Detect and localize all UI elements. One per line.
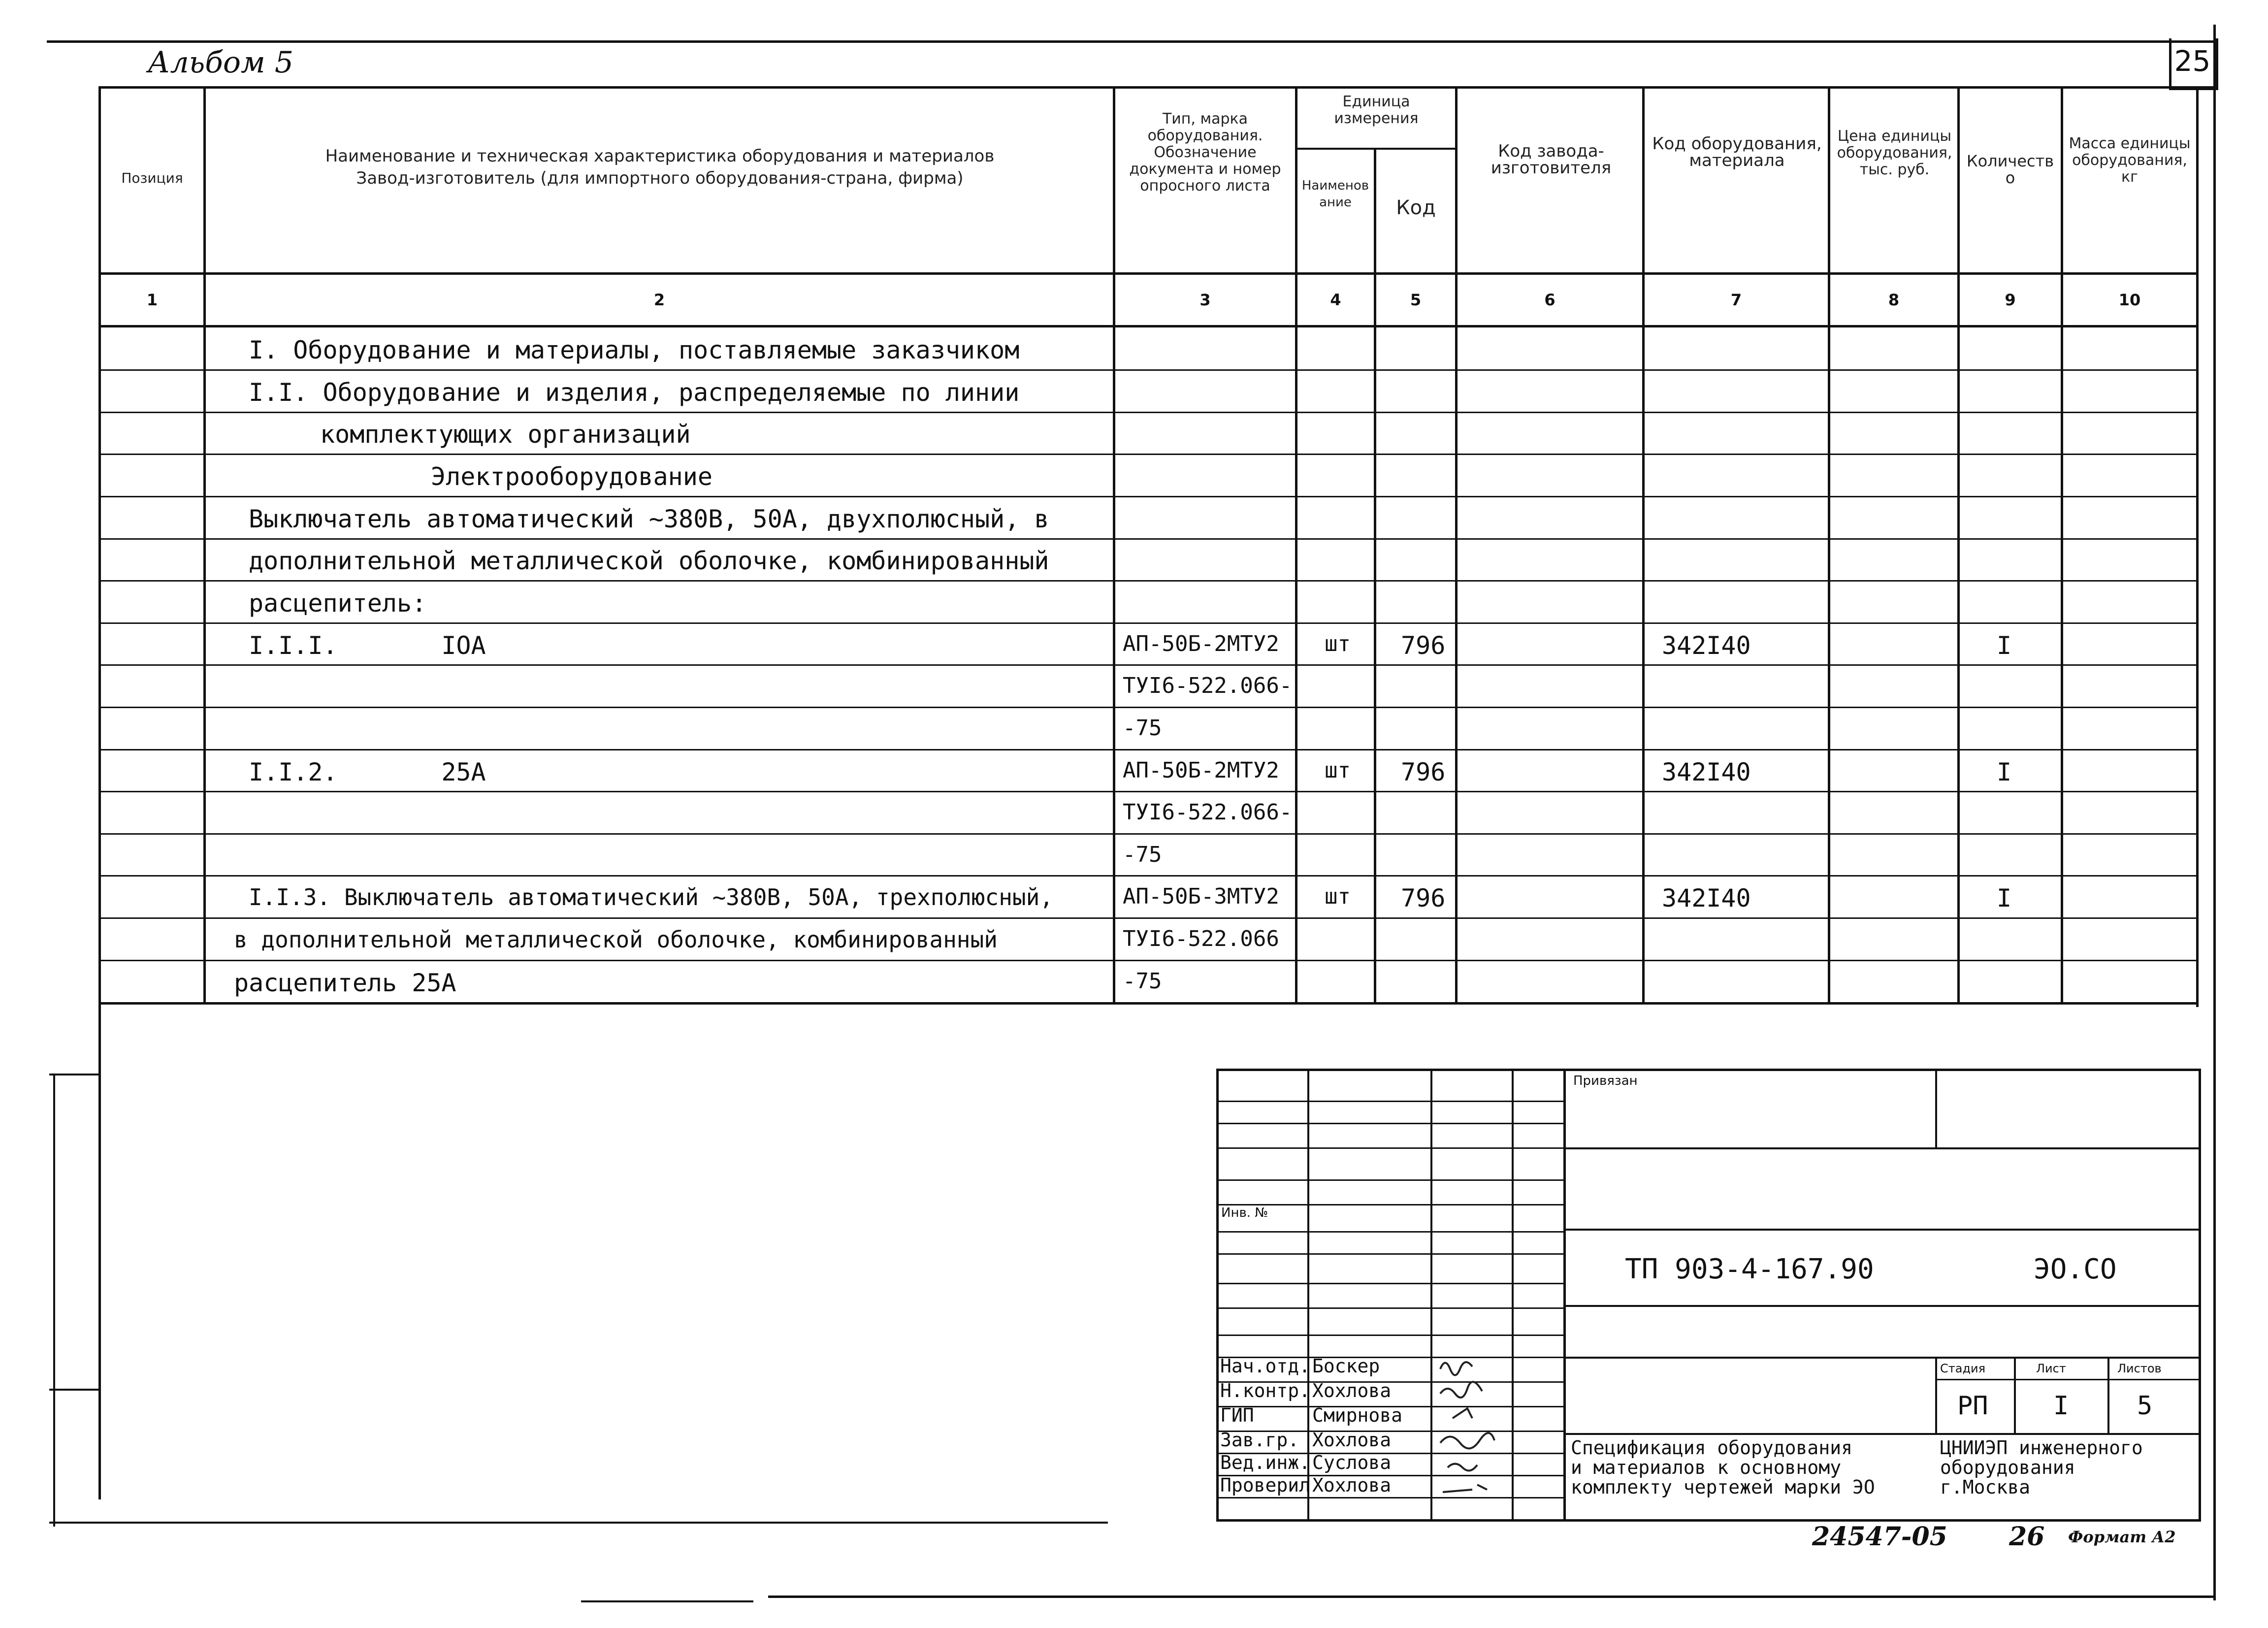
row-name: Электрооборудование: [431, 462, 713, 491]
col-line-2: [1113, 86, 1115, 1005]
hdr-qty: Количество: [1966, 152, 2054, 187]
hdr-name-line2: Завод-изготовитель (для импортного оборудования-страна, фирма): [356, 168, 964, 188]
row-type: ТУI6-522.066-: [1123, 673, 1293, 698]
row-name: Выключатель автоматический ~380В, 50А, двухполюсный, в: [249, 505, 1049, 533]
staff-role: ГИП: [1220, 1404, 1254, 1426]
col-line-7: [1828, 86, 1830, 1005]
row-qty: I: [1997, 631, 2012, 660]
bottom-stub: [581, 1600, 753, 1602]
row-type: -75: [1123, 969, 1162, 994]
staff-role: Проверил: [1220, 1474, 1311, 1496]
sheet-mark: ЭО.СО: [2034, 1253, 2117, 1285]
row-eq-code: 342I40: [1662, 631, 1751, 660]
org-line: г.Москва: [1940, 1476, 2031, 1498]
hdr-type: Тип, марка оборудования. Обозначение документа и номер опросного листа: [1129, 110, 1281, 195]
format-label: Формат А2: [2068, 1528, 2176, 1546]
sheet-value: I: [2053, 1391, 2069, 1421]
staff-name: Хохлова: [1312, 1474, 1392, 1496]
col-line-5: [1455, 86, 1458, 1005]
table-bottom: [98, 1002, 2199, 1005]
staff-role: Нач.отд.: [1220, 1355, 1311, 1377]
row-unit: шт: [1325, 758, 1351, 783]
row-type: АП-50Б-3МТУ2: [1123, 884, 1279, 909]
stage-value: РП: [1957, 1391, 1988, 1421]
row-name: I.I. Оборудование и изделия, распределяемые по линии: [249, 378, 1020, 407]
colnum-7: 7: [1730, 291, 1742, 309]
left-margin-line: [53, 1074, 55, 1527]
hdr-eq-code: Код оборудования, материала: [1652, 134, 1822, 170]
staff-role: Зав.гр.: [1220, 1429, 1299, 1451]
staff-role: Н.контр.: [1220, 1380, 1311, 1401]
staff-name: Смирнова: [1312, 1404, 1403, 1426]
inv-no-label: Инв. №: [1221, 1205, 1268, 1220]
staff-name: Хохлова: [1312, 1380, 1392, 1401]
sheets-value: 5: [2137, 1391, 2153, 1421]
row-type: АП-50Б-2МТУ2: [1123, 631, 1279, 656]
colnum-9: 9: [2005, 291, 2016, 309]
row-name: I. Оборудование и материалы, поставляемые заказчиком: [249, 336, 1020, 364]
footer-number: 26: [2009, 1522, 2045, 1552]
row-unit: шт: [1325, 884, 1351, 909]
colnum-10: 10: [2118, 291, 2141, 309]
col-line-9: [2061, 86, 2063, 1005]
colnum-4: 4: [1330, 291, 1341, 309]
hdr-mass: Масса единицы оборудования, кг: [2069, 135, 2191, 186]
row-name: комплектующих организаций: [320, 420, 691, 449]
row-unit-code: 796: [1401, 884, 1446, 912]
row-eq-code: 342I40: [1662, 758, 1751, 786]
page-number: 25: [2174, 44, 2211, 78]
doc-title-line: и материалов к основному: [1571, 1457, 1842, 1478]
signatures: [1433, 1354, 1512, 1517]
row-name: I.I.3. Выключатель автоматический ~380В, 50А, трехполюсный,: [249, 884, 1053, 911]
col-line-1: [203, 86, 206, 1005]
album-label: Альбом 5: [148, 45, 294, 80]
top-rule: [47, 40, 2213, 43]
row-name: расцепитель 25А: [234, 969, 456, 997]
row-name: дополнительной металлической оболочке, комбинированный: [249, 547, 1049, 575]
col-line-8: [1957, 86, 1960, 1005]
row-name: расцепитель:: [249, 589, 427, 618]
left-margin-bottom: [49, 1522, 1108, 1524]
hdr-name-line1: Наименование и техническая характеристика оборудования и материалов: [325, 146, 995, 166]
row-qty: I: [1997, 758, 2012, 786]
doc-title-line: комплекту чертежей марки ЭО: [1571, 1476, 1875, 1498]
row-name: в дополнительной металлической оболочке, комбинированный: [234, 926, 998, 953]
org-line: оборудования: [1940, 1457, 2075, 1478]
header-rule: [98, 86, 2216, 89]
row-qty: I: [1997, 884, 2012, 912]
row-type: -75: [1123, 716, 1162, 741]
colnum-5: 5: [1410, 291, 1422, 309]
staff-name: Суслова: [1312, 1452, 1392, 1473]
staff-role: Вед.инж.: [1220, 1452, 1311, 1473]
row-unit-code: 796: [1401, 758, 1446, 786]
table-right-border: [2196, 86, 2199, 1007]
row-name: I.I.2. 25А: [249, 758, 486, 786]
right-frame: [2213, 25, 2216, 1600]
row-type: АП-50Б-2МТУ2: [1123, 758, 1279, 783]
project-code: ТП 903-4-167.90: [1625, 1253, 1874, 1285]
row-name: I.I.I. IОА: [249, 631, 486, 660]
col-line-6: [1642, 86, 1645, 1005]
row-eq-code: 342I40: [1662, 884, 1751, 912]
hdr-unit-name: Наименование: [1301, 178, 1369, 210]
privyazan-label: Привязан: [1573, 1074, 1638, 1088]
bottom-frame: [768, 1595, 2216, 1598]
sheets-label: Листов: [2117, 1362, 2162, 1375]
hdr-unit-code: Код: [1396, 196, 1436, 219]
colnum-1: 1: [146, 291, 158, 309]
header-bottom: [98, 272, 2199, 275]
staff-name: Боскер: [1312, 1355, 1380, 1377]
colnum-8: 8: [1888, 291, 1900, 309]
row-type: ТУI6-522.066-: [1123, 800, 1293, 825]
sheet-label: Лист: [2036, 1362, 2066, 1375]
hdr-unit-group: Единица измерения: [1334, 93, 1419, 127]
inventory-number: 24547-05: [1812, 1522, 1947, 1552]
hdr-plant-code: Код завода-изготовителя: [1490, 141, 1612, 178]
colnum-3: 3: [1199, 291, 1211, 309]
col-line-3: [1295, 86, 1297, 1005]
numrow-bottom: [98, 325, 2199, 327]
row-unit: шт: [1325, 631, 1351, 656]
doc-title-line: Спецификация оборудования: [1571, 1437, 1852, 1459]
stage-label: Стадия: [1940, 1362, 1986, 1375]
colnum-6: 6: [1544, 291, 1555, 309]
colnum-2: 2: [653, 291, 665, 309]
row-type: ТУI6-522.066: [1123, 926, 1279, 951]
org-line: ЦНИИЭП инженерного: [1940, 1437, 2143, 1459]
unit-group-split: [1295, 148, 1458, 150]
row-type: -75: [1123, 842, 1162, 867]
staff-name: Хохлова: [1312, 1429, 1392, 1451]
hdr-position: Позиция: [121, 170, 183, 186]
row-unit-code: 796: [1401, 631, 1446, 660]
hdr-price: Цена единицы оборудования, тыс. руб.: [1837, 128, 1952, 178]
